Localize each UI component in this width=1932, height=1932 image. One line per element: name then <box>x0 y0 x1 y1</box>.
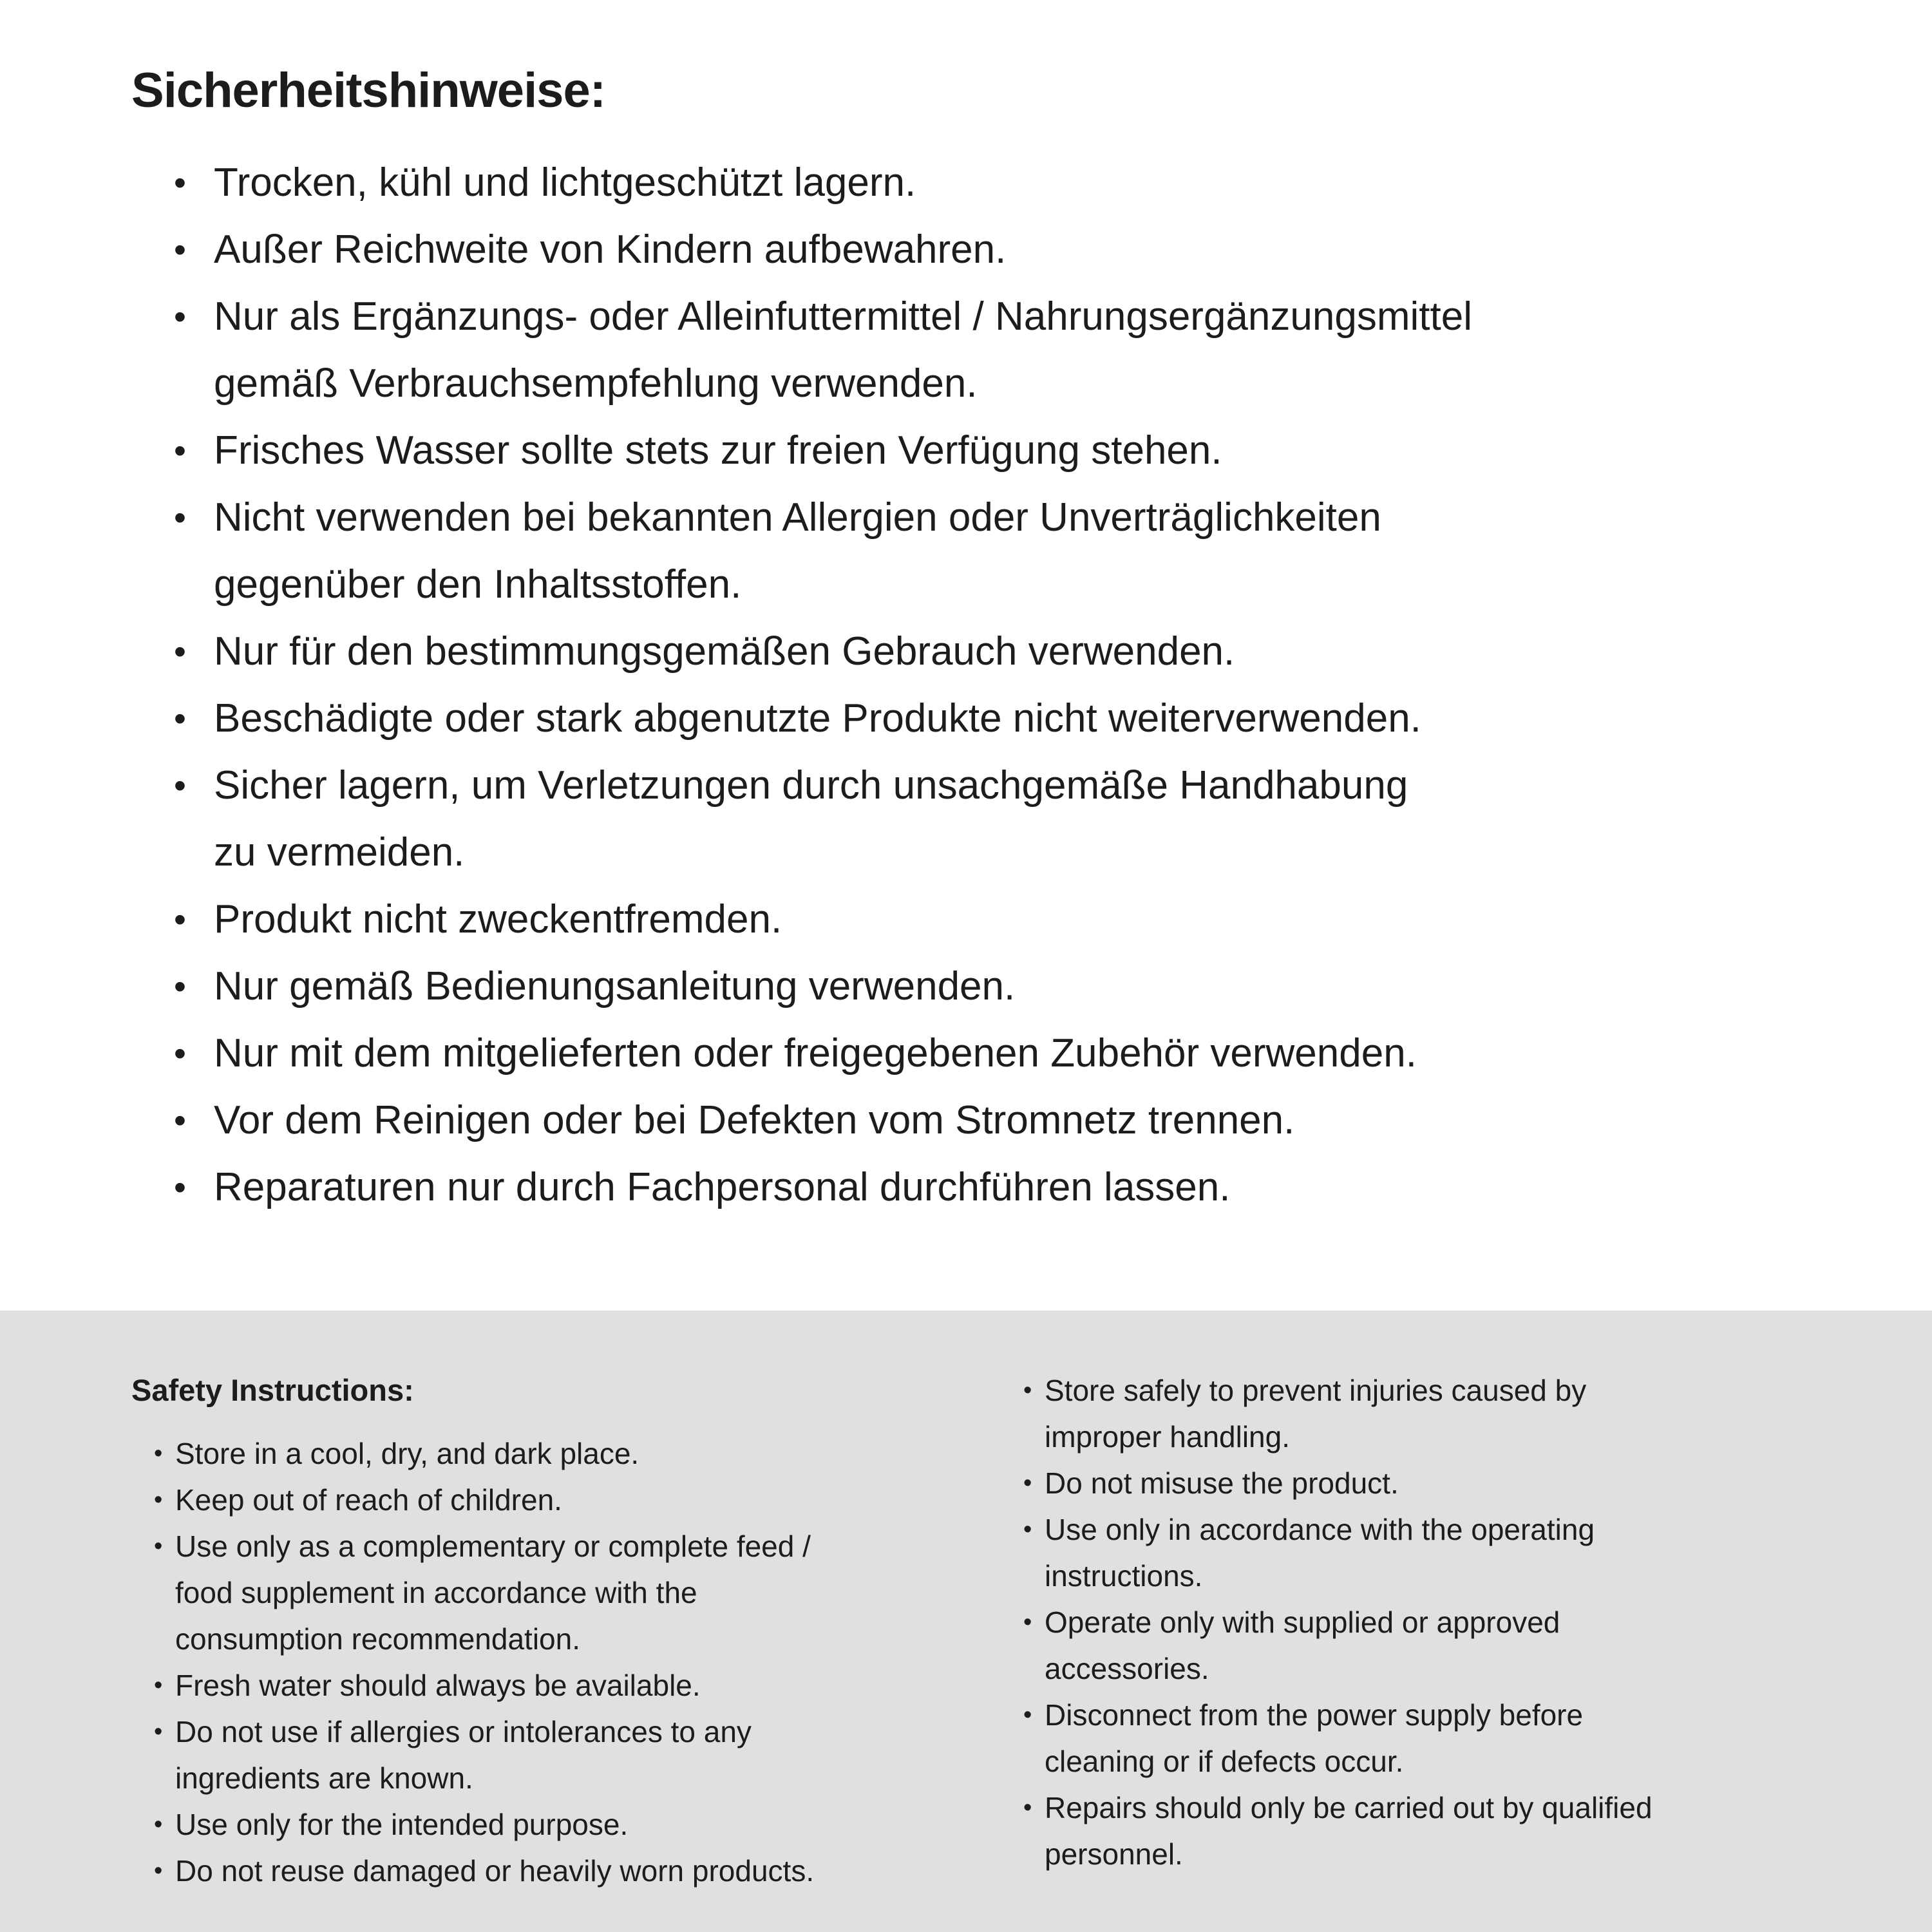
safety-item <box>174 953 1832 1020</box>
bullet-icon: • <box>174 231 186 270</box>
safety-item <box>1023 1367 1906 1460</box>
safety-item <box>174 484 1832 618</box>
item-text: Fresh water should always be available. <box>175 1669 701 1702</box>
item-text: Trocken, kühl und lichtgeschützt lagern. <box>214 160 916 205</box>
safety-item <box>1023 1460 1906 1506</box>
safety-item <box>174 685 1832 752</box>
safety-item <box>174 1154 1832 1221</box>
item-text: Use only for the intended purpose. <box>175 1808 629 1841</box>
bullet-icon: • <box>154 1811 163 1838</box>
item-text: Use only in accordance with the operating instructions. <box>1045 1513 1595 1593</box>
safety-item <box>1023 1599 1906 1692</box>
bullet-icon: • <box>174 766 186 806</box>
item-text: Disconnect from the power supply before cleaning or if defects occur. <box>1045 1698 1584 1778</box>
bullet-icon: • <box>154 1857 163 1884</box>
german-title: Sicherheitshinweise: <box>131 63 606 118</box>
bullet-icon: • <box>1023 1701 1032 1728</box>
safety-item <box>154 1662 1001 1709</box>
english-safety-list-right <box>1001 1367 1906 1877</box>
bullet-icon: • <box>154 1533 163 1560</box>
bullet-icon: • <box>1023 1377 1032 1404</box>
english-section <box>0 1311 1932 1932</box>
bullet-icon: • <box>1023 1794 1032 1821</box>
safety-item <box>174 1020 1832 1087</box>
bullet-icon: • <box>174 1034 186 1074</box>
bullet-icon: • <box>174 498 186 538</box>
item-text: Sicher lagern, um Verletzungen durch unsachgemäße Handhabung zu vermeiden. <box>214 763 1408 875</box>
safety-item <box>174 752 1832 886</box>
item-text: Produkt nicht zweckentfremden. <box>214 897 782 942</box>
item-text: Vor dem Reinigen oder bei Defekten vom Stromnetz trennen. <box>214 1098 1295 1143</box>
english-right-column <box>1001 1367 1906 1932</box>
bullet-icon: • <box>174 298 186 337</box>
english-left-column <box>131 1367 1001 1932</box>
item-text: Keep out of reach of children. <box>175 1483 562 1517</box>
safety-item <box>174 618 1832 685</box>
bullet-icon: • <box>174 164 186 203</box>
german-safety-list <box>131 149 1832 1221</box>
bullet-icon: • <box>174 1168 186 1208</box>
bullet-icon: • <box>1023 1470 1032 1497</box>
item-text: Do not misuse the product. <box>1045 1466 1399 1500</box>
item-text: Nur gemäß Bedienungsanleitung verwenden. <box>214 964 1016 1009</box>
bullet-icon: • <box>154 1440 163 1467</box>
bullet-icon: • <box>154 1672 163 1699</box>
safety-item <box>1023 1506 1906 1599</box>
bullet-icon: • <box>154 1718 163 1745</box>
bullet-icon: • <box>174 431 186 471</box>
safety-item <box>154 1801 1001 1848</box>
item-text: Frisches Wasser sollte stets zur freien Verfügung stehen. <box>214 428 1222 473</box>
english-safety-list-left <box>131 1430 1001 1894</box>
bullet-icon: • <box>174 1101 186 1141</box>
bullet-icon: • <box>1023 1609 1032 1636</box>
safety-item <box>154 1523 1001 1662</box>
safety-item <box>174 216 1832 283</box>
safety-item <box>154 1430 1001 1477</box>
item-text: Operate only with supplied or approved accessories. <box>1045 1605 1560 1685</box>
safety-item <box>1023 1692 1906 1785</box>
safety-item <box>154 1477 1001 1523</box>
bullet-icon: • <box>174 699 186 739</box>
item-text: Use only as a complementary or complete feed / food supplement in accordance with the consumption recommendation. <box>175 1530 811 1656</box>
safety-item <box>154 1848 1001 1894</box>
item-text: Do not use if allergies or intolerances to any ingredients are known. <box>175 1715 752 1795</box>
item-text: Nur für den bestimmungsgemäßen Gebrauch verwenden. <box>214 629 1235 674</box>
safety-item <box>1023 1785 1906 1877</box>
item-text: Do not reuse damaged or heavily worn products. <box>175 1854 815 1888</box>
item-text: Außer Reichweite von Kindern aufbewahren. <box>214 227 1007 272</box>
item-text: Repairs should only be carried out by qualified personnel. <box>1045 1791 1653 1871</box>
item-text: Nicht verwenden bei bekannten Allergien oder Unverträglichkeiten gegenüber den Inhaltsstoffen. <box>214 495 1381 607</box>
bullet-icon: • <box>174 632 186 672</box>
safety-item <box>174 886 1832 953</box>
item-text: Nur mit dem mitgelieferten oder freigegebenen Zubehör verwenden. <box>214 1031 1417 1076</box>
item-text: Store safely to prevent injuries caused by improper handling. <box>1045 1374 1587 1454</box>
safety-item <box>154 1709 1001 1801</box>
english-title: Safety Instructions: <box>131 1373 414 1407</box>
item-text: Store in a cool, dry, and dark place. <box>175 1437 639 1470</box>
bullet-icon: • <box>154 1486 163 1513</box>
item-text: Beschädigte oder stark abgenutzte Produkte nicht weiterverwenden. <box>214 696 1421 741</box>
safety-item <box>174 1087 1832 1154</box>
item-text: Nur als Ergänzungs- oder Alleinfuttermittel / Nahrungsergänzungsmittel gemäß Verbrauchsempfehlung verwenden. <box>214 294 1472 406</box>
safety-item <box>174 283 1832 417</box>
item-text: Reparaturen nur durch Fachpersonal durchführen lassen. <box>214 1165 1231 1210</box>
safety-item <box>174 149 1832 216</box>
safety-item <box>174 417 1832 484</box>
bullet-icon: • <box>174 967 186 1007</box>
bullet-icon: • <box>1023 1516 1032 1543</box>
bullet-icon: • <box>174 900 186 940</box>
